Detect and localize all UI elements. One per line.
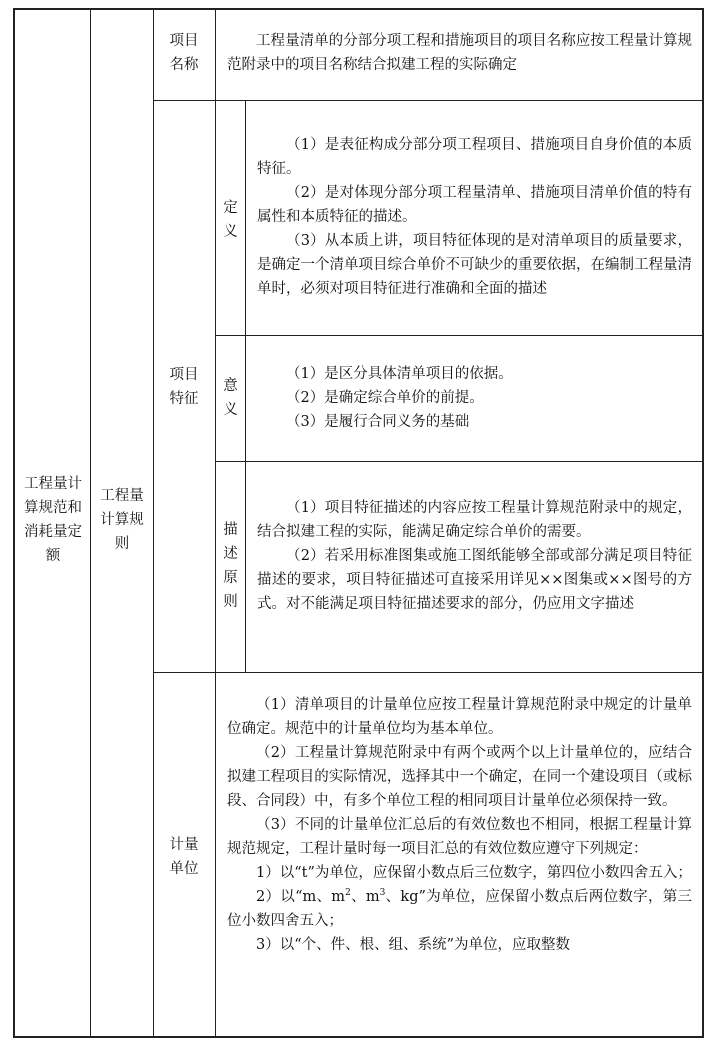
meaning-label-cell <box>216 378 245 418</box>
row-divider-meaning <box>215 461 704 462</box>
meaning-item-3: （3）是履行合同义务的基础 <box>286 414 470 430</box>
subcategory-label: 工程量计算规则 <box>100 488 144 552</box>
item-name-label-cell <box>155 28 213 78</box>
unit-label: 计量单位 <box>169 837 199 877</box>
unit-item-5-mid: 、m <box>350 889 380 905</box>
principle-content <box>247 496 702 616</box>
principle-label: 描述原则 <box>223 522 238 610</box>
meaning-item-2: （2）是确定综合单价的前提。 <box>286 390 484 406</box>
definition-item-3: （3）从本质上讲，项目特征体现的是对清单项目的质量要求，是确定一个清单项目综合单价不可缺少的重要依据，在编制工程量清单时，必须对项目特征进行准确和全面的描述 <box>257 233 692 297</box>
definition-item-2: （2）是对体现分部分项工程量清单、措施项目清单价值的特有属性和本质特征的描述。 <box>257 185 692 225</box>
unit-item-5-sup3: 3 <box>379 888 386 899</box>
col-divider-2 <box>153 8 154 1038</box>
unit-item-6: 3）以“个、件、根、组、系统”为单位，应取整数 <box>256 937 571 953</box>
category-cell <box>18 470 88 570</box>
unit-item-2: （2）工程量计算规范附录中有两个或两个以上计量单位的，应结合拟建工程项目的实际情况，选择其中一个确定，在同一个建设项目（或标段、合同段）中，有多个单位工程的相同项目计量单位必须保持一致。 <box>227 745 692 809</box>
col-divider-sub <box>245 100 246 672</box>
definition-label: 定义 <box>223 200 238 240</box>
unit-item-5-suffix: 、kg”为单位，应保留小数点后两位数字，第三位小数四舍五入； <box>227 889 693 929</box>
unit-item-4: 1）以“t”为单位，应保留小数点后三位数字，第四位小数四舍五入； <box>256 865 692 881</box>
unit-item-5-sup2: 2 <box>345 888 351 899</box>
definition-item-1: （1）是表征构成分部分项工程项目、措施项目自身价值的本质特征。 <box>257 137 692 177</box>
item-name-text: 工程量清单的分部分项工程和措施项目的项目名称应按工程量计算规范附录中的项目名称结合拟建工程的实际确定 <box>227 33 692 73</box>
principle-item-1: （1）项目特征描述的内容应按工程量计算规范附录中的规定，结合拟建工程的实际，能满足确定综合单价的需要。 <box>257 500 692 540</box>
feature-label-cell <box>155 362 213 412</box>
definition-content <box>247 133 702 301</box>
row-divider-name <box>153 100 704 101</box>
definition-label-cell <box>216 200 245 240</box>
unit-item-5-prefix: 2）以“m、m <box>256 889 346 905</box>
unit-item-3: （3）不同的计量单位汇总后的有效位数也不相同，根据工程量计算规范规定，工程计量时每一项目汇总的有效位数应遵守下列规定： <box>227 817 692 857</box>
table-border-left <box>13 8 15 1038</box>
subcategory-cell <box>92 478 152 562</box>
principle-label-cell <box>216 514 245 618</box>
item-name-content <box>217 29 702 77</box>
unit-label-cell <box>155 832 213 882</box>
meaning-content <box>247 362 702 434</box>
category-label: 工程量计算规范和消耗量定额 <box>24 476 82 564</box>
row-divider-definition <box>215 335 704 336</box>
meaning-label: 意义 <box>223 378 238 418</box>
feature-label: 项目特征 <box>169 367 199 407</box>
table-border-bottom <box>13 1036 704 1038</box>
meaning-item-1: （1）是区分具体清单项目的依据。 <box>286 366 513 382</box>
item-name-label: 项目名称 <box>169 33 199 73</box>
unit-item-1: （1）清单项目的计量单位应按工程量计算规范附录中规定的计量单位确定。规范中的计量单位均为基本单位。 <box>227 697 692 737</box>
col-divider-1 <box>90 8 91 1038</box>
table-border-right <box>702 8 704 1038</box>
unit-content <box>217 693 702 957</box>
row-divider-principle <box>153 672 704 673</box>
principle-item-2: （2）若采用标准图集或施工图纸能够全部或部分满足项目特征描述的要求，项目特征描述可直接采用详见××图集或××图号的方式。对不能满足项目特征描述要求的部分，仍应用文字描述 <box>257 548 692 612</box>
unit-item-5 <box>227 885 692 933</box>
table-border-top <box>13 8 704 10</box>
